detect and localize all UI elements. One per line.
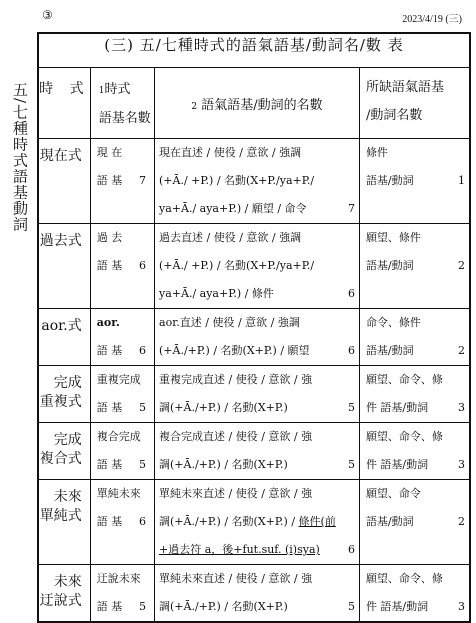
tense-cell — [38, 309, 90, 366]
mood-line-2 — [159, 167, 355, 195]
missing-line-2 — [366, 337, 465, 365]
stem-label: 語 基 — [96, 174, 123, 187]
mood-count: 5 — [347, 401, 355, 414]
tense-cell — [38, 565, 90, 623]
table-row — [38, 224, 470, 309]
stem-name: 單純未來 — [96, 487, 141, 500]
missing-count: 2 — [458, 344, 465, 357]
mood-count: 7 — [347, 202, 355, 215]
mood-line-2 — [159, 337, 355, 365]
stem-count-line — [97, 508, 154, 536]
stem-count-line — [97, 337, 154, 365]
stem-count-line — [97, 394, 154, 422]
mood-text: 調(+Ā./+P.) / 名動(X+P.) / — [159, 515, 299, 528]
stem-label: 語 基 — [96, 259, 123, 272]
stem-count-line — [97, 252, 154, 280]
stem-label: 語 基 — [96, 344, 123, 357]
tense-label: 完成 複合式 — [39, 432, 82, 467]
mood-line-1: 過去直述 / 使役 / 意欲 / 強調 — [159, 231, 302, 244]
missing-text: 語基/動詞 — [365, 515, 414, 528]
stem-cell — [90, 366, 154, 423]
missing-text: 語基/動詞 — [365, 174, 414, 187]
stem-cell — [90, 480, 154, 565]
mood-text: ya+Ā./ aya+P.) / 條件 — [159, 287, 274, 300]
mood-text: ya+Ā./ aya+P.) / 願望 / 命令 — [159, 202, 307, 215]
page-marker: ③ — [42, 8, 53, 22]
date-stamp: 2023/4/19 (三) — [402, 14, 462, 25]
stem-name: 現 在 — [96, 146, 123, 159]
mood-cell — [155, 309, 360, 366]
header-missing-count: 所缺語氣語基 /動詞名數 — [359, 68, 470, 139]
tense-label: 完成 重複式 — [39, 375, 82, 410]
tense-cell — [38, 480, 90, 565]
missing-line-1: 願望、條件 — [365, 231, 421, 244]
missing-count: 3 — [458, 401, 465, 414]
missing-cell — [359, 139, 470, 224]
mood-line-1: 單純未來直述 / 使役 / 意欲 / 強 — [159, 572, 313, 585]
mood-line-1: aor.直述 / 使役 / 意欲 / 強調 — [159, 316, 300, 329]
missing-cell — [359, 423, 470, 480]
missing-line-2 — [366, 394, 465, 422]
table-row — [38, 423, 470, 480]
mood-count: 5 — [347, 600, 355, 613]
missing-count: 1 — [458, 174, 465, 187]
missing-count: 2 — [458, 259, 465, 272]
tense-cell — [38, 423, 90, 480]
mood-count: 6 — [347, 287, 355, 300]
mood-line-2 — [159, 451, 355, 479]
stem-name: 重複完成 — [96, 373, 141, 386]
table-row — [38, 139, 470, 224]
mood-cell — [155, 139, 360, 224]
mood-text: (+Ā./ +P.) / 名動(X+P./ya+P./ — [159, 174, 315, 187]
table-title: (三) 五/七種時式的語氣語基/動詞名/數 表 — [38, 33, 470, 68]
missing-cell — [359, 224, 470, 309]
tense-cell — [38, 139, 90, 224]
mood-line-2 — [159, 252, 355, 280]
header-row — [38, 68, 470, 139]
missing-line-1: 願望、命令 — [365, 487, 421, 500]
stem-name: 迂說未來 — [96, 572, 141, 585]
stem-count: 5 — [139, 401, 147, 414]
header-mood-count: 2 語氣語基/動詞的名數 — [155, 68, 360, 139]
tense-label: 過去式 — [39, 233, 82, 249]
mood-line-1: 現在直述 / 使役 / 意欲 / 強調 — [159, 146, 302, 159]
missing-text: 件 語基/動詞 — [365, 458, 429, 471]
missing-cell — [359, 565, 470, 623]
stem-name: 複合完成 — [96, 430, 141, 443]
missing-text: 語基/動詞 — [365, 344, 414, 357]
missing-cell — [359, 480, 470, 565]
mood-count: 6 — [347, 543, 355, 556]
table-row — [38, 366, 470, 423]
stem-count: 5 — [139, 600, 147, 613]
mood-cell — [155, 423, 360, 480]
missing-cell — [359, 366, 470, 423]
tense-cell — [38, 366, 90, 423]
table-row — [38, 309, 470, 366]
missing-cell — [359, 309, 470, 366]
mood-line-1: 單純未來直述 / 使役 / 意欲 / 強 — [159, 487, 313, 500]
tense-label: aor.式 — [41, 318, 82, 334]
mood-count: 6 — [347, 344, 355, 357]
mood-line-3 — [159, 536, 355, 564]
header-stem-count: 1時式 語基名數 — [90, 68, 154, 139]
stem-name: 過 去 — [96, 231, 123, 244]
stem-cell — [90, 309, 154, 366]
stem-count-line — [97, 167, 154, 195]
mood-cell — [155, 565, 360, 623]
missing-text: 件 語基/動詞 — [365, 401, 429, 414]
tense-cell — [38, 224, 90, 309]
missing-count: 3 — [458, 458, 465, 471]
mood-text: 調(+Ā./+P.) / 名動(X+P.) — [159, 458, 288, 471]
mood-line-2 — [159, 508, 355, 536]
stem-count: 5 — [139, 458, 147, 471]
tense-label: 現在式 — [39, 148, 82, 164]
missing-line-2 — [366, 451, 465, 479]
mood-text: 調(+Ā./+P.) / 名動(X+P.) — [159, 600, 288, 613]
header-tense: 時 式 — [38, 68, 90, 139]
mood-cell — [155, 480, 360, 565]
stem-cell — [90, 423, 154, 480]
mood-line-2 — [159, 593, 355, 621]
tense-label: 未來 迂說式 — [39, 574, 82, 609]
side-title: 五/七種時式語基動詞 — [11, 82, 29, 233]
stem-label: 語 基 — [96, 458, 123, 471]
stem-cell — [90, 565, 154, 623]
missing-line-2 — [366, 508, 465, 536]
stem-label: 語 基 — [96, 401, 123, 414]
missing-line-2 — [366, 167, 465, 195]
stem-count: 6 — [139, 259, 147, 272]
missing-line-2 — [366, 593, 465, 621]
table-body — [38, 139, 470, 623]
mood-count: 5 — [347, 458, 355, 471]
stem-cell — [90, 224, 154, 309]
stem-count: 6 — [139, 515, 147, 528]
stem-name: aor. — [96, 316, 120, 329]
stem-count: 7 — [139, 174, 147, 187]
missing-line-1: 條件 — [365, 146, 388, 159]
mood-text: (+Ā./ +P.) / 名動(X+P./ya+P./ — [159, 259, 315, 272]
mood-underlined: 條件(前 — [298, 515, 336, 528]
mood-line-3 — [159, 195, 355, 223]
table-row — [38, 480, 470, 565]
mood-text: (+Ā./+P.) / 名動(X+P.) / 願望 — [159, 344, 310, 357]
mood-text: +過去符 a，後+fut.suf. (i)sya) — [159, 543, 320, 556]
mood-cell — [155, 366, 360, 423]
mood-line-1: 複合完成直述 / 使役 / 意欲 / 強 — [159, 430, 313, 443]
stem-label: 語 基 — [96, 515, 123, 528]
missing-text: 件 語基/動詞 — [365, 600, 429, 613]
tense-label: 未來 單純式 — [39, 489, 82, 524]
mood-line-2 — [159, 394, 355, 422]
stem-count-line — [97, 593, 154, 621]
tense-stem-table — [37, 32, 471, 623]
table-row — [38, 565, 470, 623]
stem-label: 語 基 — [96, 600, 123, 613]
missing-line-1: 命令、條件 — [365, 316, 421, 329]
mood-text: 調(+Ā./+P.) / 名動(X+P.) — [159, 401, 288, 414]
missing-count: 3 — [458, 600, 465, 613]
stem-count: 6 — [139, 344, 147, 357]
missing-count: 2 — [458, 515, 465, 528]
missing-line-2 — [366, 252, 465, 280]
stem-count-line — [97, 451, 154, 479]
missing-line-1: 願望、命令、條 — [365, 373, 443, 386]
stem-cell — [90, 139, 154, 224]
missing-text: 語基/動詞 — [365, 259, 414, 272]
mood-line-3 — [159, 280, 355, 308]
missing-line-1: 願望、命令、條 — [365, 430, 443, 443]
missing-line-1: 願望、命令、條 — [365, 572, 443, 585]
mood-cell — [155, 224, 360, 309]
mood-line-1: 重複完成直述 / 使役 / 意欲 / 強 — [159, 373, 313, 386]
